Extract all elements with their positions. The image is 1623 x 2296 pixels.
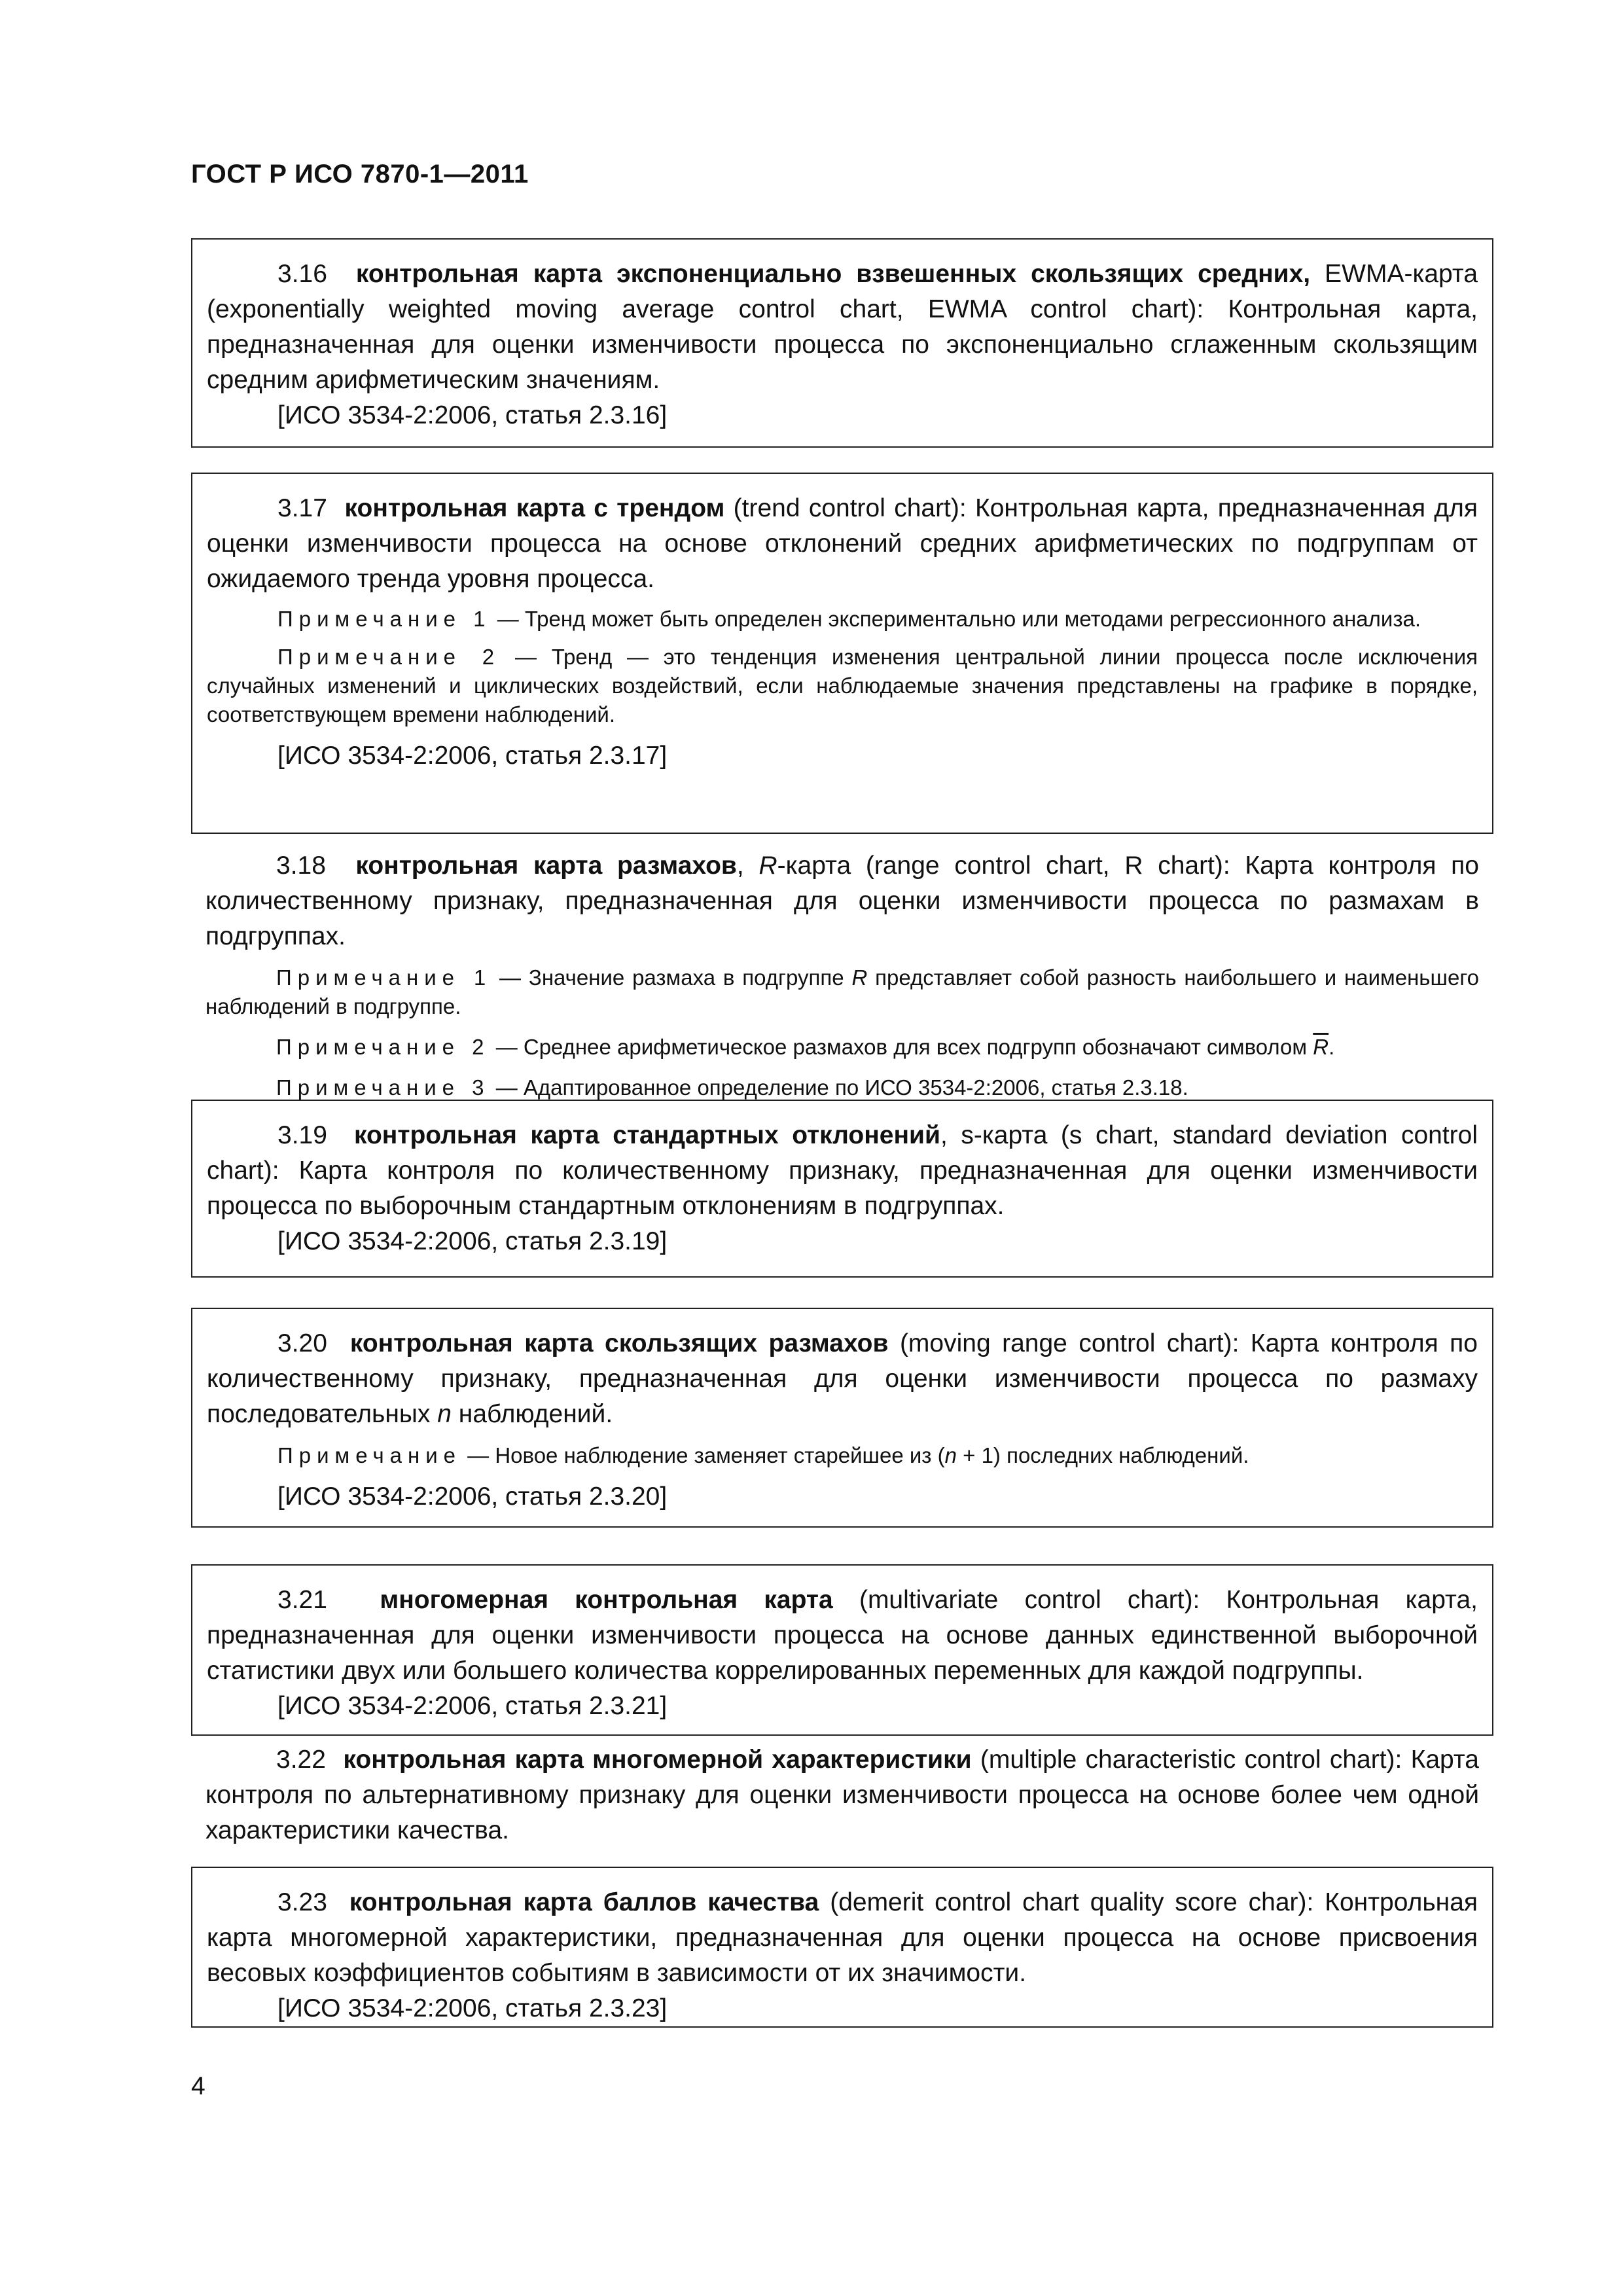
note-label: Примечание	[277, 1443, 462, 1467]
term-body: -карта (range control chart, R chart): Карта контроля по количественному признаку, предназначенная для оценки изменчивости процесса по размахам в подгруппах.	[205, 852, 1479, 950]
term-number: 3.16	[277, 260, 327, 288]
term-note-2	[207, 643, 1478, 729]
term-title: контрольная карта размахов	[355, 852, 737, 880]
term-box-3-20	[191, 1308, 1493, 1528]
term-body: (demerit control chart quality score char): Контрольная карта многомерной характеристики, предназначенная для оценки процесса на основе присвоения весовых коэффициентов событиям в зависимости от их значимости.	[207, 1888, 1478, 1987]
term-number: 3.18	[276, 852, 326, 880]
term-definition	[207, 1583, 1478, 1689]
term-box-3-16	[191, 238, 1493, 448]
term-definition	[205, 848, 1479, 954]
term-number: 3.21	[277, 1586, 327, 1614]
term-number: 3.22	[276, 1746, 326, 1774]
term-number: 3.17	[277, 494, 327, 522]
term-title: контрольная карта многомерной характеристики	[343, 1746, 972, 1774]
note-text: — Значение размаха в подгруппе	[491, 965, 852, 990]
term-body: (multivariate control chart): Контрольная карта, предназначенная для оценки изменчивости процесса на основе данных единственной выборочной статистики двух или большего количества коррелированных переменных для каждой подгруппы.	[207, 1586, 1478, 1685]
term-body: (multiple characteristic control chart): Карта контроля по альтернативному признаку для оценки изменчивости процесса на основе более чем одной характеристики качества.	[205, 1746, 1479, 1844]
term-number: 3.19	[277, 1121, 327, 1149]
term-reference: [ИСО 3534-2:2006, статья 2.3.19]	[277, 1227, 668, 1255]
term-title: контрольная карта с трендом	[344, 494, 725, 522]
n-symbol: n	[437, 1400, 452, 1428]
term-note	[207, 1441, 1478, 1470]
note-label: Примечание 2	[277, 645, 501, 669]
note-text: — Адаптированное определение по ИСО 3534-2:2006, статья 2.3.18.	[490, 1075, 1188, 1100]
term-body: EWMA-карта (exponentially weighted moving average control chart, EWMA control chart): Контрольная карта, предназначенная для оценки изменчивости процесса по экспоненциально сглаженным скользящим средним арифметическим значениям.	[207, 260, 1478, 394]
r-symbol: R	[851, 965, 868, 990]
term-reference: [ИСО 3534-2:2006, статья 2.3.21]	[277, 1692, 668, 1720]
term-note-1	[207, 605, 1478, 634]
term-note-2	[205, 1033, 1479, 1062]
term-title: контрольная карта баллов качества	[349, 1888, 819, 1916]
term-title: многомерная контрольная карта	[380, 1586, 833, 1614]
term-definition	[207, 257, 1478, 398]
note-text-end: + 1) последних наблюдений.	[956, 1443, 1249, 1467]
term-body-end: наблюдений.	[451, 1400, 613, 1428]
note-label: Примечание 2	[276, 1035, 490, 1059]
term-number: 3.20	[277, 1329, 327, 1357]
term-reference: [ИСО 3534-2:2006, статья 2.3.16]	[277, 401, 668, 429]
note-text: — Среднее арифметическое размахов для всех подгрупп обозначают символом	[490, 1035, 1313, 1059]
term-reference: [ИСО 3534-2:2006, статья 2.3.17]	[277, 742, 668, 770]
term-definition	[205, 1742, 1479, 1848]
term-reference: [ИСО 3534-2:2006, статья 2.3.23]	[277, 1994, 668, 2022]
term-body: (moving range control chart): Карта контроля по количественному признаку, предназначенная для оценки изменчивости процесса по размаху последовательных	[207, 1329, 1478, 1428]
term-title: контрольная карта стандартных отклонений	[353, 1121, 940, 1149]
term-box-3-17	[191, 473, 1493, 834]
term-body: , s-карта (s chart, standard deviation control chart): Карта контроля по количественному признаку, предназначенная для оценки изменчивости процесса по выборочным стандартным отклонениям в подгруппах.	[207, 1121, 1478, 1220]
note-period: .	[1329, 1035, 1335, 1059]
note-label: Примечание 1	[277, 607, 491, 631]
term-body: (trend control chart): Контрольная карта, предназначенная для оценки изменчивости процесса на основе отклонений средних арифметических по подгруппам от ожидаемого тренда уровня процесса.	[207, 494, 1478, 593]
term-definition	[207, 1885, 1478, 1991]
term-title: контрольная карта скользящих размахов	[349, 1329, 889, 1357]
term-block-3-22	[191, 1742, 1493, 1848]
n-symbol: n	[944, 1443, 957, 1467]
document-header: ГОСТ Р ИСО 7870-1—2011	[191, 160, 529, 188]
note-text: — Тренд может быть определен экспериментально или методами регрессионного анализа.	[491, 607, 1421, 631]
term-block-3-18	[191, 848, 1493, 1102]
term-comma: ,	[736, 852, 759, 880]
term-box-3-19	[191, 1100, 1493, 1278]
term-definition	[207, 1326, 1478, 1432]
term-note-1	[205, 963, 1479, 1021]
r-bar-symbol: $\overline{R}$	[1313, 1035, 1329, 1059]
page-number: 4	[191, 2072, 205, 2100]
r-symbol: R	[758, 852, 777, 880]
term-definition	[207, 1118, 1478, 1224]
term-box-3-23	[191, 1867, 1493, 2028]
note-text-end: представляет собой разность наибольшего и наименьшего наблюдений в подгруппе.	[205, 965, 1479, 1018]
term-title: контрольная карта экспоненциально взвешенных скользящих средних,	[355, 260, 1311, 288]
note-text: — Новое наблюдение заменяет старейшее из (	[461, 1443, 945, 1467]
term-note-3	[205, 1073, 1479, 1102]
term-reference: [ИСО 3534-2:2006, статья 2.3.20]	[277, 1482, 668, 1511]
note-label: Примечание 1	[276, 965, 492, 990]
term-number: 3.23	[277, 1888, 327, 1916]
term-box-3-21	[191, 1564, 1493, 1736]
note-text: — Тренд — это тенденция изменения центральной линии процесса после исключения случайных изменений и циклических воздействий, если наблюдаемые значения представлены на графике в порядке, соответствующем времени наблюдений.	[207, 645, 1478, 726]
note-label: Примечание 3	[276, 1075, 490, 1100]
term-definition	[207, 491, 1478, 597]
